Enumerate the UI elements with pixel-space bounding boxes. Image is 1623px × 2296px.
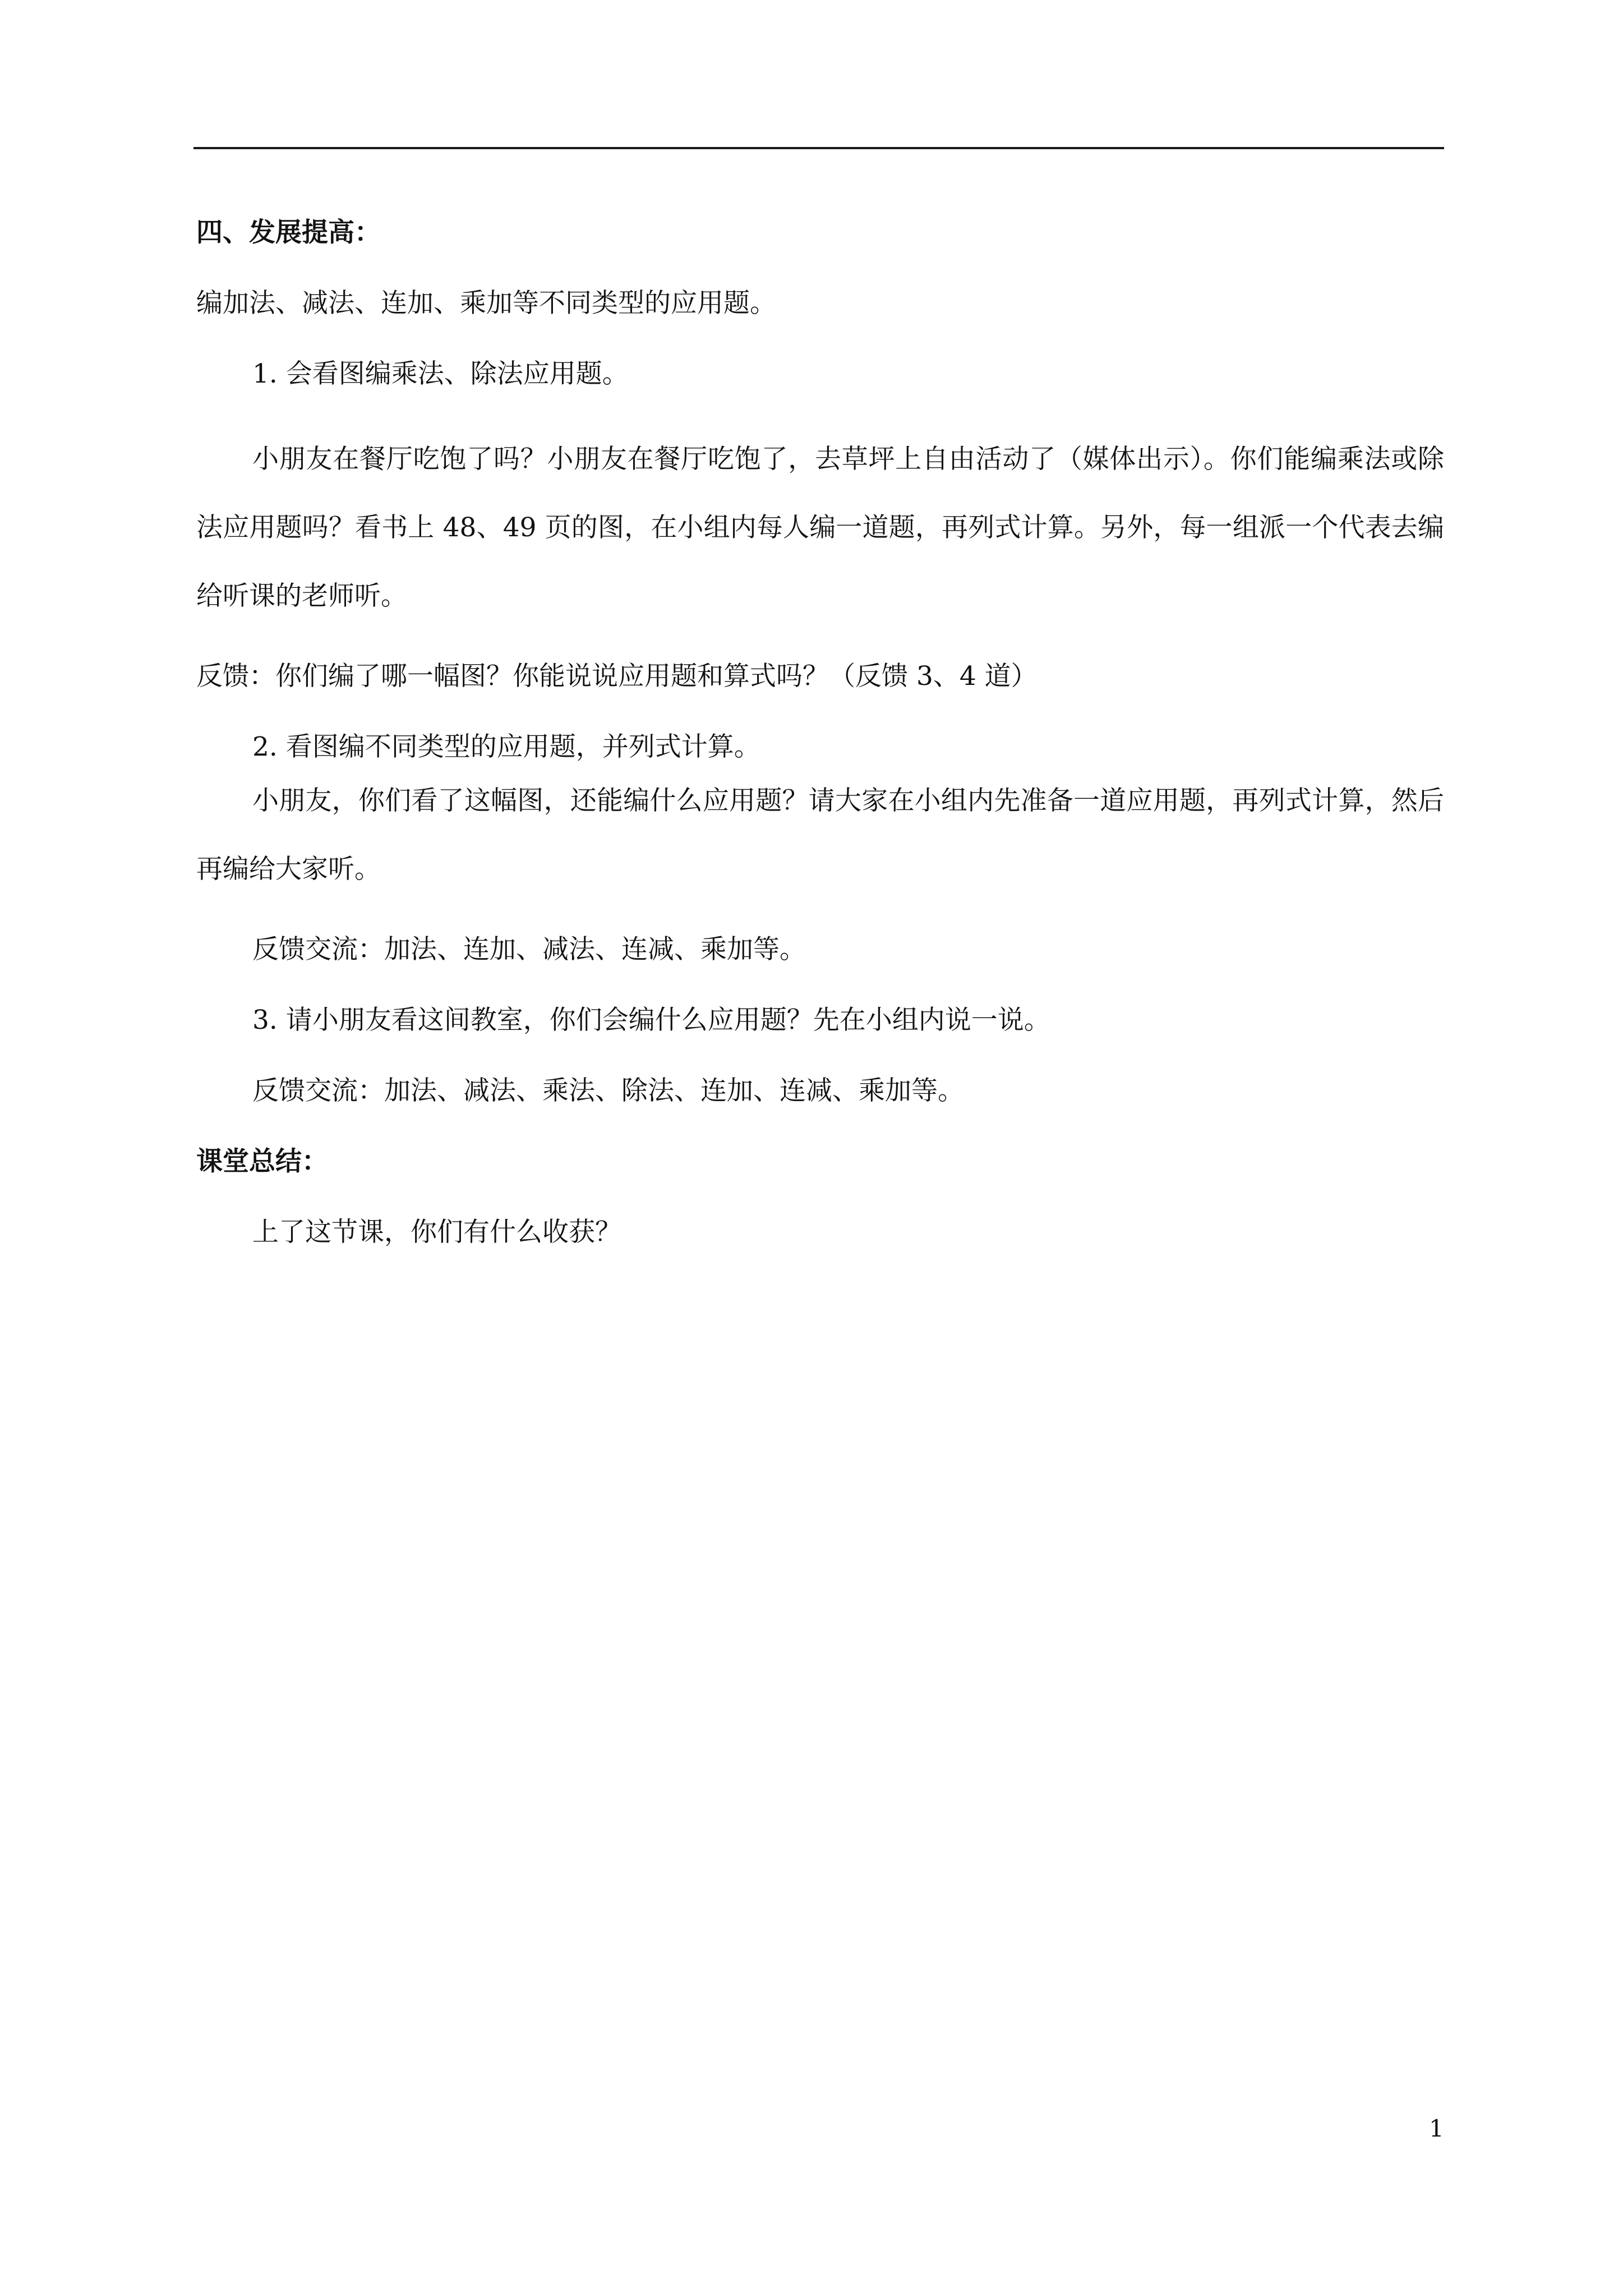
section-heading: 四、发展提高：	[196, 217, 381, 248]
document-body	[196, 213, 1444, 1252]
item1-title: 1. 会看图编乘法、除法应用题。	[252, 358, 629, 389]
page-number: 1	[1429, 2115, 1444, 2142]
item2-paragraph: 小朋友，你们看了这幅图，还能编什么应用题？请大家在小组内先准备一道应用题，再列式计算，然后再编给大家听。	[196, 785, 1444, 885]
header-rule	[193, 147, 1444, 149]
summary-heading: 课堂总结：	[196, 1146, 328, 1177]
item3-feedback: 反馈交流：加法、减法、乘法、除法、连加、连减、乘加等。	[252, 1075, 964, 1106]
summary-text: 上了这节课，你们有什么收获？	[252, 1217, 621, 1248]
item1-feedback: 反馈：你们编了哪一幅图？你能说说应用题和算式吗？（反馈 3、4 道）	[196, 661, 1038, 692]
item1-paragraph: 小朋友在餐厅吃饱了吗？小朋友在餐厅吃饱了，去草坪上自由活动了（媒体出示）。你们能编乘法或除法应用题吗？看书上 48、49 页的图，在小组内每人编一道题，再列式计算。另外，每一组派一个代表去编给听课的老师听。	[196, 444, 1444, 611]
item3-title: 3. 请小朋友看这间教室，你们会编什么应用题？先在小组内说一说。	[252, 1005, 1050, 1036]
intro-text: 编加法、减法、连加、乘加等不同类型的应用题。	[196, 288, 776, 319]
item2-feedback: 反馈交流：加法、连加、减法、连减、乘加等。	[252, 934, 806, 965]
item2-title: 2. 看图编不同类型的应用题，并列式计算。	[252, 731, 760, 762]
